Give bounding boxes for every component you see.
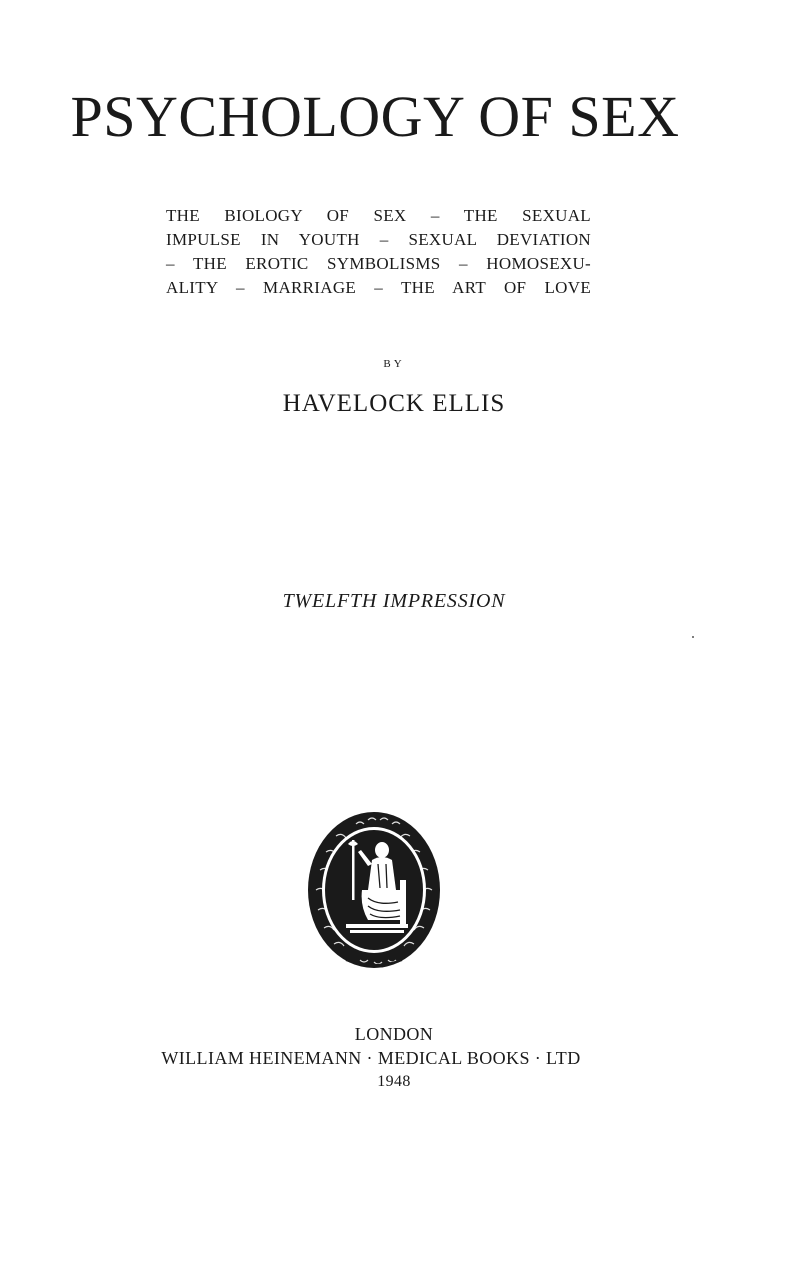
by-label: BY <box>383 358 405 370</box>
print-speck <box>692 636 694 638</box>
publisher-seal-icon <box>306 810 442 970</box>
book-title <box>0 84 788 149</box>
subtitle-line: THE BIOLOGY OF SEX – THE SEXUAL <box>166 206 591 225</box>
imprint-year: 1948 <box>377 1073 411 1090</box>
subtitle-line: ALITY – MARRIAGE – THE ART OF LOVE <box>166 278 591 297</box>
edition-statement: TWELFTH IMPRESSION <box>282 590 506 612</box>
subtitle-line: IMPULSE IN YOUTH – SEXUAL DEVIATION <box>166 230 591 249</box>
imprint-city: LONDON <box>354 1024 434 1044</box>
subtitle-block <box>166 204 591 300</box>
author-name: HAVELOCK ELLIS <box>282 390 506 417</box>
imprint-publisher: WILLIAM HEINEMANN · MEDICAL BOOKS · LTD <box>161 1048 581 1068</box>
subtitle-line: – THE EROTIC SYMBOLISMS – HOMOSEXU- <box>166 254 591 273</box>
book-title-text: PSYCHOLOGY OF SEX <box>70 84 680 149</box>
imprint-block <box>0 1022 788 1094</box>
